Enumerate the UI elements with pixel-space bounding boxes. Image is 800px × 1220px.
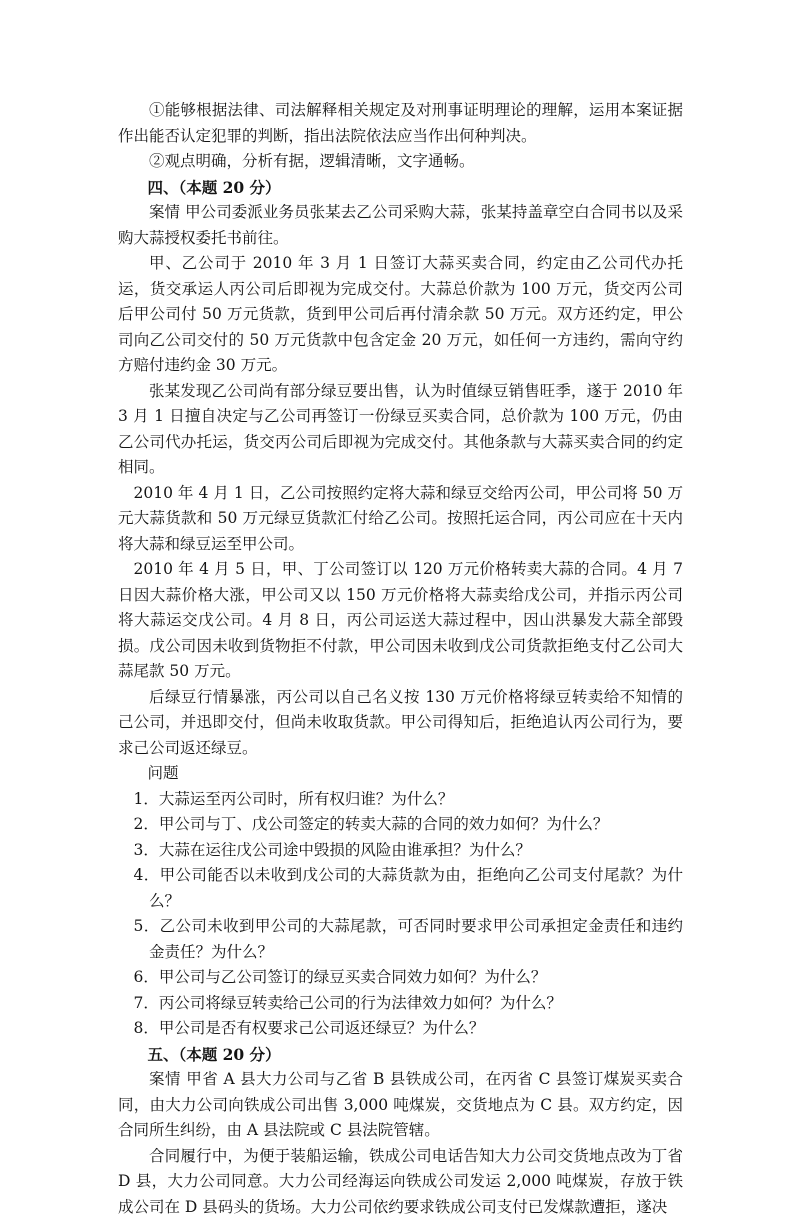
section-4-paragraph: 2010 年 4 月 5 日，甲、丁公司签订以 120 万元价格转卖大蒜的合同。4 月 7 日因大蒜价格大涨，甲公司又以 150 万元价格将大蒜卖给戊公司，并指示丙公司将大蒜运交戊公司。4 月 8 日，丙公司运送大蒜过程中，因山洪暴发大蒜全部毁损。戊公司因未收到货物拒不付款，甲公司因未收到戊公司货款拒绝支付乙公司大蒜尾款 50 万元。	[118, 557, 683, 685]
section-4-heading: 四、（本题 20 分）	[118, 175, 683, 201]
section-5-paragraph: 案情 甲省 A 县大力公司与乙省 B 县铁成公司，在丙省 C 县签订煤炭买卖合同，由大力公司向铁成公司出售 3,000 吨煤炭，交货地点为 C 县。双方约定，因合同所生纠纷，由 A 县法院或 C 县法院管辖。	[118, 1067, 683, 1144]
questions-label: 问题	[118, 761, 683, 787]
question-item: 2．甲公司与丁、戊公司签定的转卖大蒜的合同的效力如何？为什么？	[134, 812, 684, 838]
section-4-paragraph: 案情 甲公司委派业务员张某去乙公司采购大蒜，张某持盖章空白合同书以及采购大蒜授权委托书前往。	[118, 200, 683, 251]
section-4-paragraph: 后绿豆行情暴涨，丙公司以自己名义按 130 万元价格将绿豆转卖给不知情的己公司，并迅即交付，但尚未收取货款。甲公司得知后，拒绝追认丙公司行为，要求己公司返还绿豆。	[118, 685, 683, 762]
document-body	[118, 98, 683, 1220]
question-item: 6．甲公司与乙公司签订的绿豆买卖合同效力如何？为什么？	[134, 965, 684, 991]
section-4-paragraph: 2010 年 4 月 1 日，乙公司按照约定将大蒜和绿豆交给丙公司，甲公司将 50 万元大蒜货款和 50 万元绿豆货款汇付给乙公司。按照托运合同，丙公司应在十天内将大蒜和绿豆运至甲公司。	[118, 481, 683, 558]
section-5-paragraph: 合同履行中，为便于装船运输，铁成公司电话告知大力公司交货地点改为丁省 D 县，大力公司同意。大力公司经海运向铁成公司发运 2,000 吨煤炭，存放于铁成公司在 D 县码头的货场。大力公司依约要求铁成公司支付已发煤款遭拒，遂决	[118, 1144, 683, 1220]
requirement-2: ②观点明确，分析有据，逻辑清晰，文字通畅。	[118, 149, 683, 175]
question-item: 8．甲公司是否有权要求己公司返还绿豆？为什么？	[134, 1016, 684, 1042]
question-item: 5．乙公司未收到甲公司的大蒜尾款，可否同时要求甲公司承担定金责任和违约金责任？为什么？	[134, 914, 684, 965]
question-item: 7．丙公司将绿豆转卖给己公司的行为法律效力如何？为什么？	[134, 991, 684, 1017]
question-item: 4．甲公司能否以未收到戊公司的大蒜货款为由，拒绝向乙公司支付尾款？为什么？	[134, 863, 684, 914]
requirement-1: ①能够根据法律、司法解释相关规定及对刑事证明理论的理解，运用本案证据作出能否认定犯罪的判断，指出法院依法应当作出何种判决。	[118, 98, 683, 149]
section-4-paragraph: 甲、乙公司于 2010 年 3 月 1 日签订大蒜买卖合同，约定由乙公司代办托运，货交承运人丙公司后即视为完成交付。大蒜总价款为 100 万元，货交丙公司后甲公司付 50 万元货款，货到甲公司后再付清余款 50 万元。双方还约定，甲公司向乙公司交付的 50 万元货款中包含定金 20 万元，如任何一方违约，需向守约方赔付违约金 30 万元。	[118, 251, 683, 379]
question-item: 3．大蒜在运往戊公司途中毁损的风险由谁承担？为什么？	[134, 838, 684, 864]
question-item: 1．大蒜运至丙公司时，所有权归谁？为什么？	[134, 787, 684, 813]
section-5-heading: 五、（本题 20 分）	[118, 1042, 683, 1068]
section-4-paragraph: 张某发现乙公司尚有部分绿豆要出售，认为时值绿豆销售旺季，遂于 2010 年 3 月 1 日擅自决定与乙公司再签订一份绿豆买卖合同，总价款为 100 万元，仍由乙公司代办托运，货交丙公司后即视为完成交付。其他条款与大蒜买卖合同的约定相同。	[118, 379, 683, 481]
